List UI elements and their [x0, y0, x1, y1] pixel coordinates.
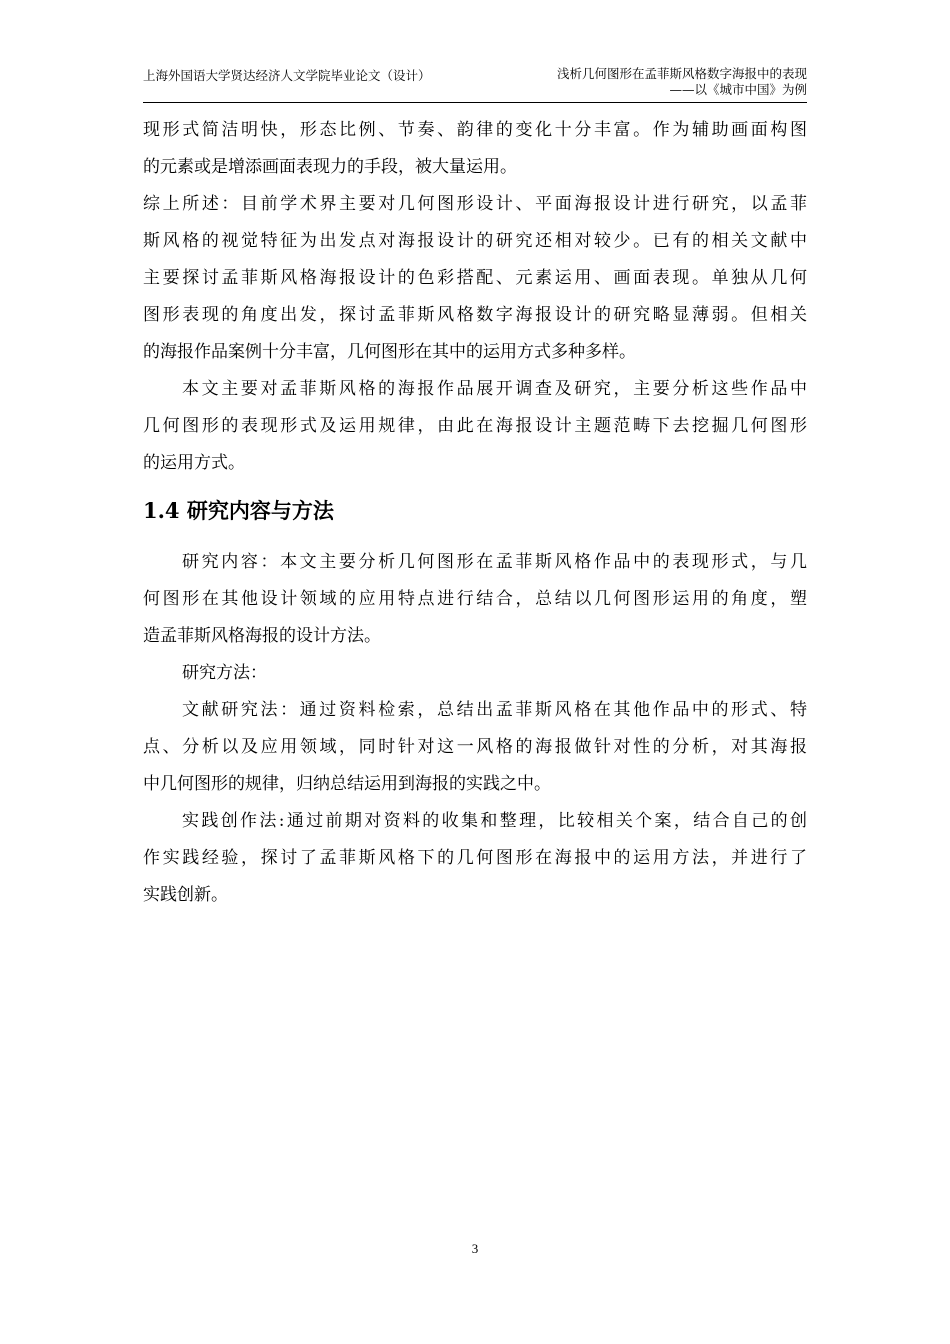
- header-school-title: 上海外国语大学贤达经济人文学院毕业论文（设计）: [143, 68, 431, 83]
- text-line: 何图形在其他设计领域的应用特点进行结合，总结以几何图形运用的角度，塑: [143, 589, 807, 609]
- text-line: 主要探讨孟菲斯风格海报设计的色彩搭配、元素运用、画面表现。单独从几何: [143, 268, 807, 288]
- text-line: 文献研究法：通过资料检索，总结出孟菲斯风格在其他作品中的形式、特: [182, 700, 807, 720]
- text-line: 实践创新。: [143, 885, 228, 905]
- text-line: 作实践经验，探讨了孟菲斯风格下的几何图形在海报中的运用方法，并进行了: [143, 848, 807, 868]
- text-line: 图形表现的角度出发，探讨孟菲斯风格数字海报设计的研究略显薄弱。但相关: [143, 305, 807, 325]
- text-line: 本文主要对孟菲斯风格的海报作品展开调查及研究，主要分析这些作品中: [182, 379, 807, 399]
- body-section-2: [143, 544, 807, 914]
- body-section-1: [143, 112, 807, 482]
- text-line: 实践创作法:通过前期对资料的收集和整理，比较相关个案，结合自己的创: [182, 811, 807, 831]
- text-line: 的海报作品案例十分丰富，几何图形在其中的运用方式多种多样。: [143, 342, 636, 362]
- page-header: [143, 66, 807, 103]
- page-number: 3: [471, 1241, 479, 1256]
- text-line: 点、分析以及应用领域，同时针对这一风格的海报做针对性的分析，对其海报: [143, 737, 807, 757]
- text-line: 综上所述：目前学术界主要对几何图形设计、平面海报设计进行研究，以孟菲: [143, 194, 807, 214]
- header-thesis-title: [557, 66, 807, 98]
- text-line: 研究方法：: [182, 663, 267, 683]
- text-line: 研究内容：本文主要分析几何图形在孟菲斯风格作品中的表现形式，与几: [182, 552, 807, 572]
- text-line: 现形式简洁明快，形态比例、节奏、韵律的变化十分丰富。作为辅助画面构图: [143, 120, 807, 140]
- text-line: 几何图形的表现形式及运用规律，由此在海报设计主题范畴下去挖掘几何图形: [143, 416, 807, 436]
- text-line: 中几何图形的规律，归纳总结运用到海报的实践之中。: [143, 774, 551, 794]
- text-line: 造孟菲斯风格海报的设计方法。: [143, 626, 381, 646]
- text-line: 的元素或是增添画面表现力的手段，被大量运用。: [143, 157, 517, 177]
- text-line: 的运用方式。: [143, 453, 245, 473]
- header-thesis-title-line2: ——以《城市中国》为例: [669, 82, 807, 97]
- text-line: 斯风格的视觉特征为出发点对海报设计的研究还相对较少。已有的相关文献中: [143, 231, 807, 251]
- header-thesis-title-line1: 浅析几何图形在孟菲斯风格数字海报中的表现: [556, 66, 807, 81]
- section-heading: 1.4 研究内容与方法: [143, 498, 334, 523]
